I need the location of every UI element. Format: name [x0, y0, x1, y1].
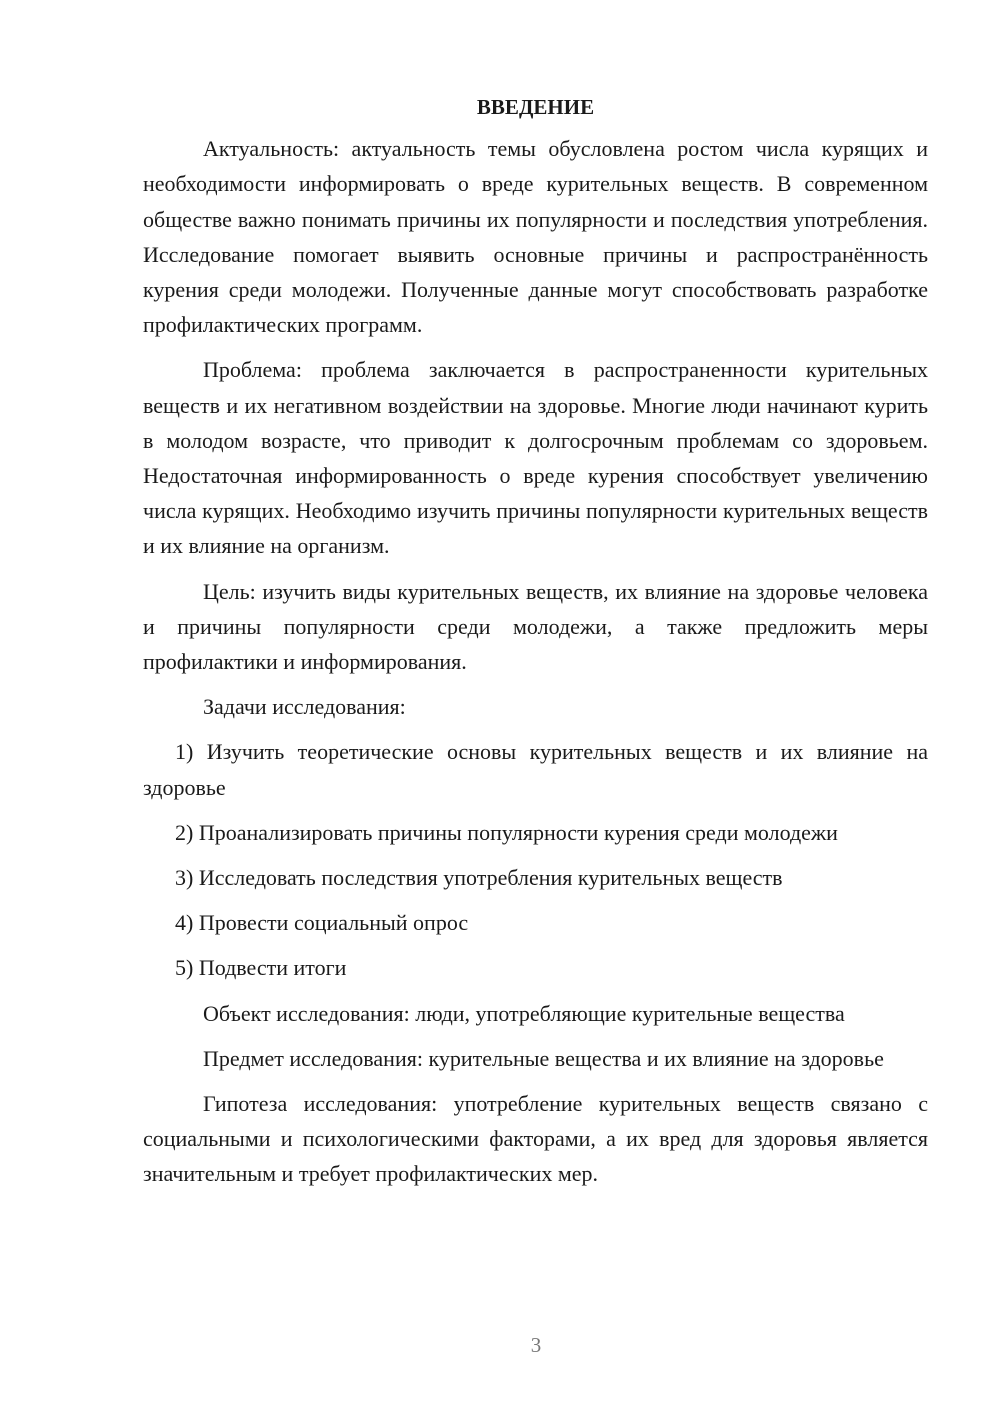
page-number: 3 [530, 1333, 542, 1357]
task-item-2: 2) Проанализировать причины популярности курения среди молодежи [175, 819, 838, 845]
goal-paragraph: Цель: изучить виды курительных веществ, их влияние на здоровье человека и причины популярности среди молодежи, а также предложить меры профилактики и информирования. [143, 578, 928, 675]
task-item-1: 1) Изучить теоретические основы курительных веществ и их влияние на здоровье [143, 739, 928, 800]
document-page [143, 90, 928, 1202]
relevance-paragraph: Актуальность: актуальность темы обусловлена ростом числа курящих и необходимости информировать о вреде курительных веществ. В современном обществе важно понимать причины их популярности и последствия употребления. Исследование помогает выявить основные причины и распространённость курения среди молодежи. Полученные данные могут способствовать разработке профилактических программ. [143, 136, 928, 338]
hypothesis-paragraph: Гипотеза исследования: употребление курительных веществ связано с социальными и психологическими факторами, а их вред для здоровья является значительным и требует профилактических мер. [143, 1091, 928, 1187]
task-item-5: 5) Подвести итоги [175, 955, 347, 981]
subject-paragraph: Предмет исследования: курительные вещества и их влияние на здоровье [203, 1045, 884, 1071]
tasks-heading: Задачи исследования: [203, 694, 406, 720]
task-item-4: 4) Провести социальный опрос [175, 910, 469, 936]
section-title: ВВЕДЕНИЕ [476, 95, 595, 119]
object-paragraph: Объект исследования: люди, употребляющие курительные вещества [203, 1000, 845, 1026]
task-item-3: 3) Исследовать последствия употребления курительных веществ [175, 865, 783, 891]
problem-paragraph: Проблема: проблема заключается в распространенности курительных веществ и их негативном воздействии на здоровье. Многие люди начинают курить в молодом возрасте, что приводит к долгосрочным проблемам со здоровьем. Недостаточная информированность о вреде курения способствует увеличению числа курящих. Необходимо изучить причины популярности курительных веществ и их влияние на организм. [143, 357, 928, 559]
